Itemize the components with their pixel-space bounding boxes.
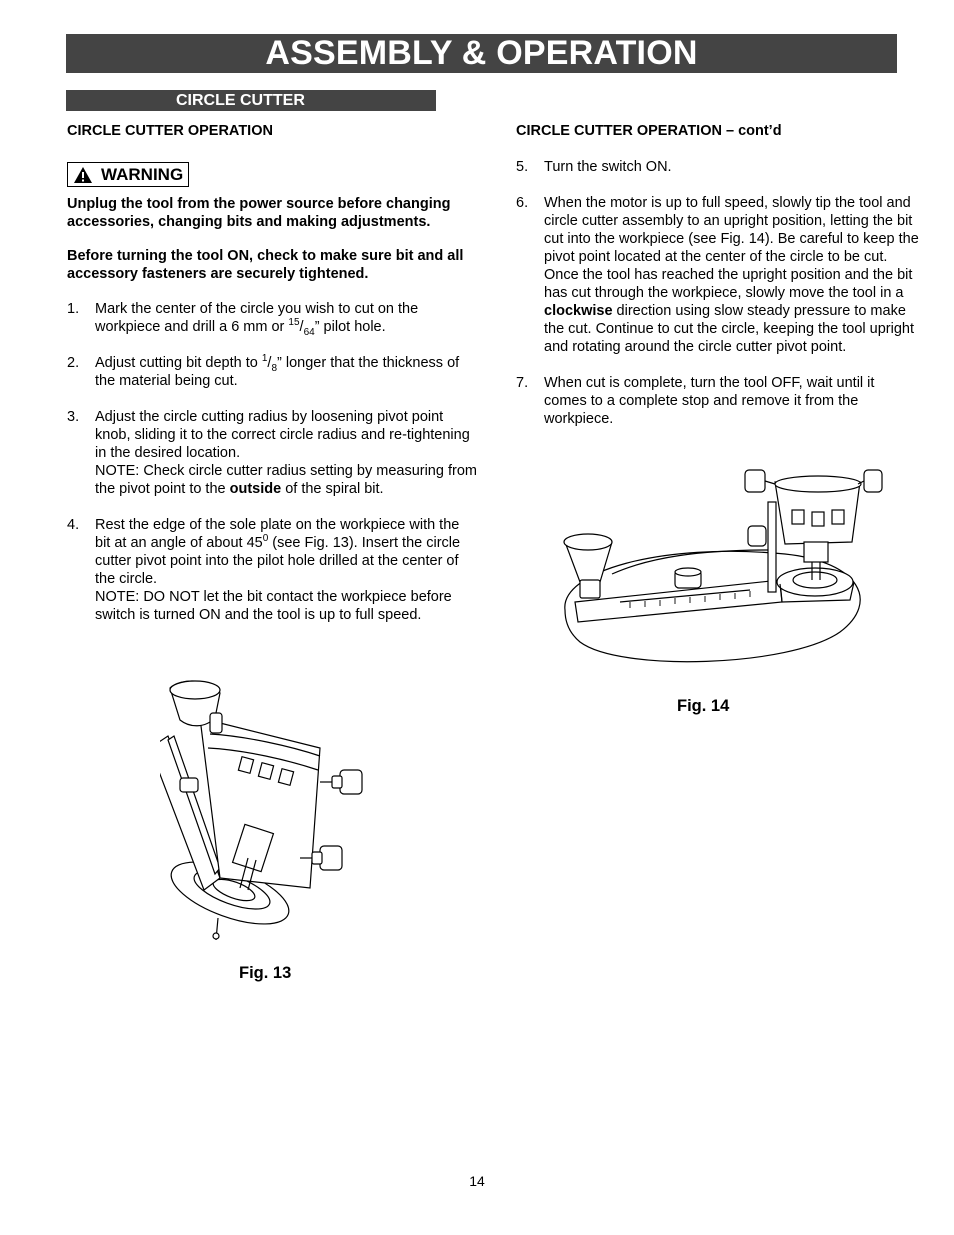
step-number: 2. — [67, 355, 80, 371]
step-text: direction using slow steady pressure to make the cut. Continue to cut the circle, keeping the tool upright and rotating around the circle cutter pivot point. — [544, 303, 914, 355]
step-note: NOTE: DO NOT let the bit contact the workpiece before switch is turned ON and the tool is up to full speed. — [95, 589, 452, 623]
step-number: 7. — [516, 375, 529, 391]
step-1 — [67, 300, 477, 336]
warning-paragraph-check-bit: Before turning the tool ON, check to make sure bit and all accessory fasteners are securely tightened. — [67, 248, 464, 282]
right-column — [516, 122, 921, 428]
step-note: NOTE: Check circle cutter radius setting by measuring from the pivot point to the — [95, 463, 477, 497]
degree-superscript: 0 — [262, 533, 269, 545]
step-2 — [67, 354, 477, 390]
step-4 — [67, 516, 477, 624]
step-number: 4. — [67, 517, 80, 533]
left-subheading: CIRCLE CUTTER OPERATION — [67, 123, 273, 139]
step-text: Rest the edge of the sole plate on the workpiece with the bit at an angle of about 45 — [95, 517, 460, 551]
warning-label-box — [67, 162, 189, 187]
step-number: 6. — [516, 195, 529, 211]
fig-14-illustration — [560, 462, 885, 672]
fig-14-caption: Fig. 14 — [677, 697, 730, 715]
step-5 — [516, 158, 921, 176]
step-text: Adjust cutting bit depth to — [95, 355, 262, 371]
section-title: CIRCLE CUTTER — [66, 90, 436, 111]
fraction-slash: / — [267, 355, 272, 371]
right-subheading: CIRCLE CUTTER OPERATION – cont’d — [516, 123, 782, 139]
step-text: Adjust the circle cutting radius by loosening pivot point knob, sliding it to the correct circle radius and re-tightening in the desired location. — [95, 409, 470, 461]
fraction-slash: / — [299, 319, 304, 335]
step-3 — [67, 408, 477, 498]
step-7 — [516, 374, 921, 428]
page-number: 14 — [469, 1173, 485, 1189]
page-title: ASSEMBLY & OPERATION — [66, 34, 897, 73]
steps-list-left — [67, 300, 477, 624]
left-column — [67, 122, 477, 624]
steps-list-right — [516, 158, 921, 428]
warning-paragraph-unplug: Unplug the tool from the power source before changing accessories, changing bits and making adjustments. — [67, 196, 451, 230]
warning-triangle-icon — [73, 166, 93, 184]
step-note-emphasis: outside — [229, 481, 282, 497]
step-text: ” pilot hole. — [314, 319, 386, 335]
step-text: Turn the switch ON. — [544, 159, 672, 175]
step-text: When cut is complete, turn the tool OFF, wait until it comes to a complete stop and remove it from the workpiece. — [544, 375, 875, 427]
step-text: (see Fig. 13). Insert the circle cutter pivot point into the pilot hole drilled at the center of the circle. — [95, 535, 461, 587]
step-6 — [516, 194, 921, 356]
step-number: 5. — [516, 159, 529, 175]
fraction-denominator: 64 — [303, 326, 315, 338]
fraction-numerator: 15 — [288, 317, 300, 329]
fig-13-caption: Fig. 13 — [239, 964, 292, 982]
step-emphasis: clockwise — [544, 303, 613, 319]
step-note: of the spiral bit. — [281, 481, 384, 497]
step-text: ” longer that the thickness of the material being cut. — [95, 355, 460, 389]
fraction-numerator: 1 — [261, 353, 268, 365]
warning-label: WARNING — [101, 165, 184, 184]
step-text: Mark the center of the circle you wish to cut on the workpiece and drill a 6 mm or — [95, 301, 419, 335]
fraction-denominator: 8 — [271, 362, 278, 374]
step-number: 3. — [67, 409, 80, 425]
step-text: When the motor is up to full speed, slowly tip the tool and circle cutter assembly to an upright position, letting the bit cut into the workpiece (see Fig. 14). Be careful to keep the pivot point located at the center of the circle to be cut. Once the tool has reached the upright position and the bit has cut through the workpiece, slowly move the tool in a — [544, 195, 919, 301]
fig-13-illustration — [160, 678, 390, 946]
step-number: 1. — [67, 301, 80, 317]
